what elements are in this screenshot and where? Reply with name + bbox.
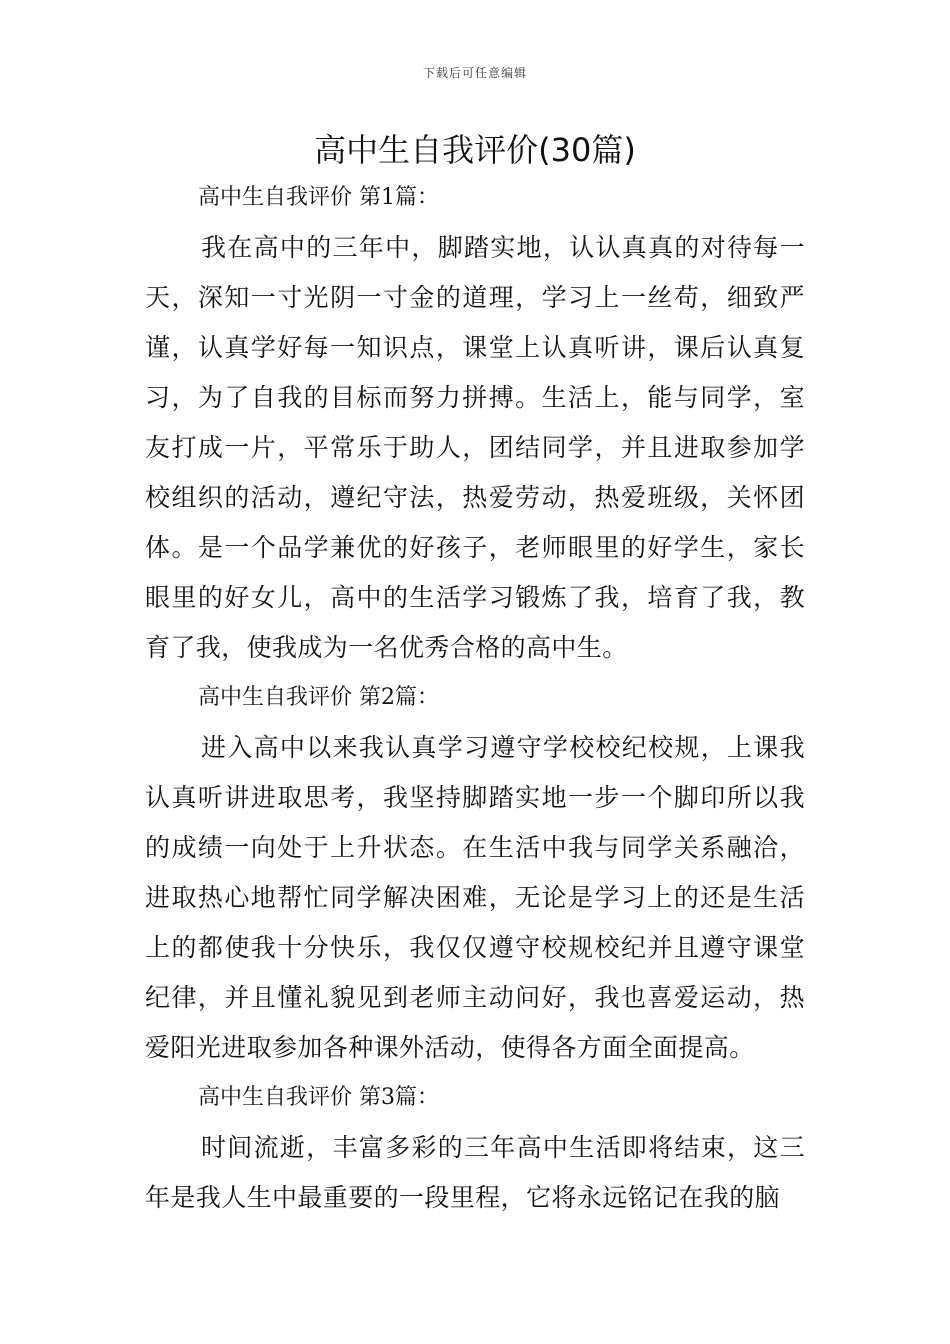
section-heading-2: 高中生自我评价 第2篇：: [198, 685, 439, 710]
section-paragraph-2: 进入高中以来我认真学习遵守学校校纪校规，上课我认真听讲进取思考，我坚持脚踏实地一步一个脚印所以我的成绩一向处于上升状态。在生活中我与同学关系融洽，进取热心地帮忙同学解决困难，无论是学习上的还是生活上的都使我十分快乐，我仅仅遵守校规校纪并且遵守课堂纪律，并且懂礼貌见到老师主动问好，我也喜爱运动，热爱阳光进取参加各种课外活动，使得各方面全面提高。: [145, 733, 805, 1062]
header-note: 下载后可任意编辑: [422, 66, 527, 80]
section-heading-1: 高中生自我评价 第1篇：: [198, 185, 439, 210]
document-title: 高中生自我评价(30篇): [314, 131, 636, 169]
section-paragraph-1: 我在高中的三年中，脚踏实地，认认真真的对待每一天，深知一寸光阴一寸金的道理，学习上一丝苟，细致严谨，认真学好每一知识点，课堂上认真听讲，课后认真复习，为了自我的目标而努力拼搏。生活上，能与同学，室友打成一片，平常乐于助人，团结同学，并且进取参加学校组织的活动，遵纪守法，热爱劳动，热爱班级，关怀团体。是一个品学兼优的好孩子，老师眼里的好学生，家长眼里的好女儿，高中的生活学习锻炼了我，培育了我，教育了我，使我成为一名优秀合格的高中生。: [145, 233, 805, 662]
document-body: [145, 173, 805, 1223]
section-heading-3: 高中生自我评价 第3篇：: [198, 1085, 439, 1110]
section-paragraph-3: 时间流逝，丰富多彩的三年高中生活即将结束，这三年是我人生中最重要的一段里程，它将永远铭记在我的脑: [145, 1133, 805, 1212]
